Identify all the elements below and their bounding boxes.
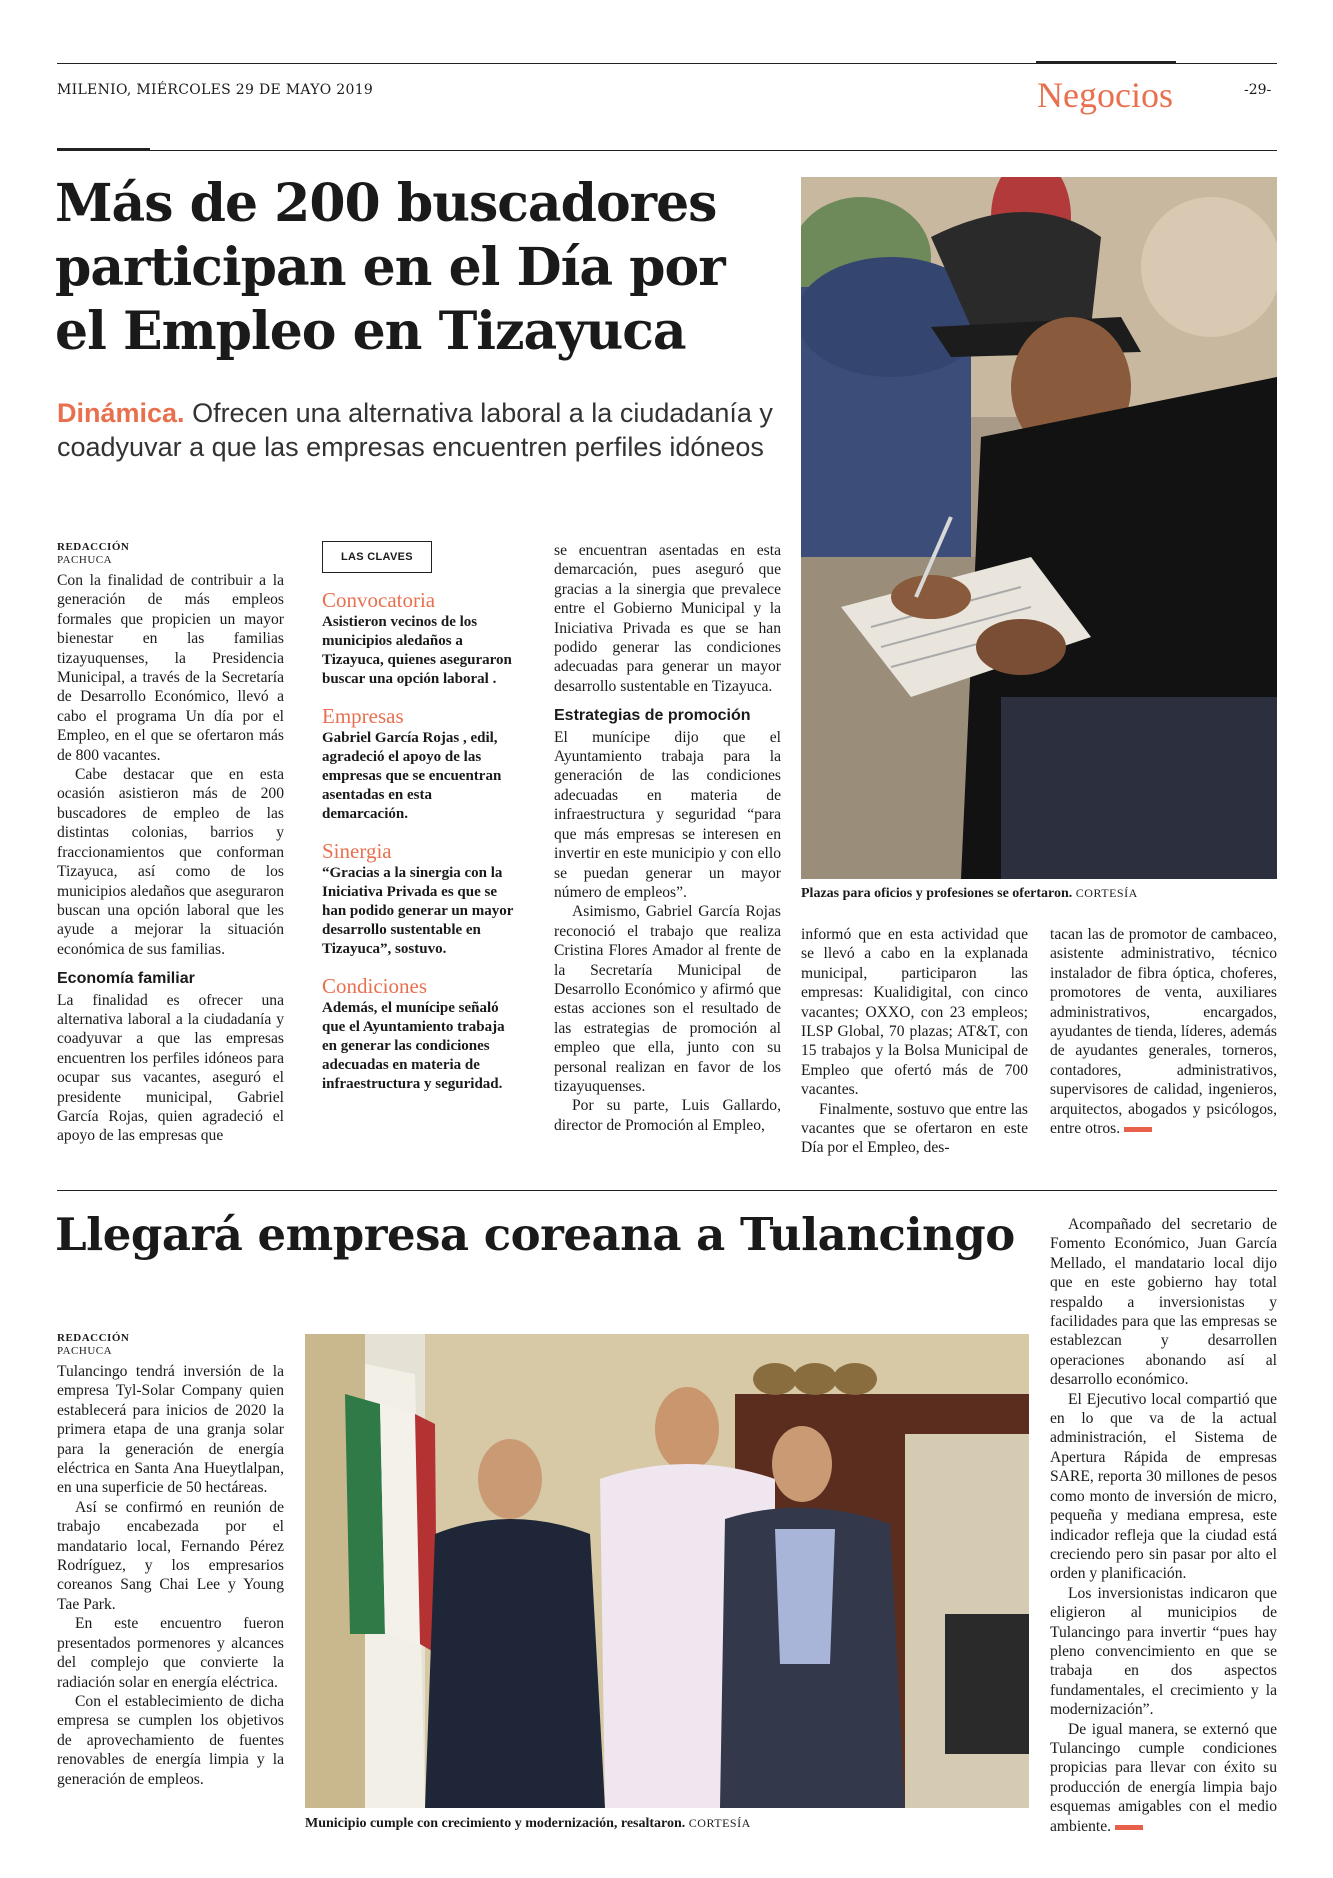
paragraph: Tulancingo tendrá inversión de la empresa Tyl-Solar Company quien establecerá para inicios de 2020 la primera etapa de una granja solar para la generación de energía eléctrica en Santa Ana Hueytlalpan, en una superficie de 50 hectáreas.	[57, 1363, 284, 1497]
paragraph: se encuentran asentadas en esta demarcación, pues aseguró que gracias a la sinergia que prevalece entre el Gobierno Municipal y la Iniciativa Privada es que se han podido generar las condiciones adecuadas para generar un mayor desarrollo sustentable en Tizayuca.	[554, 542, 781, 695]
claves-label: LAS CLAVES	[322, 541, 432, 573]
column-body	[57, 571, 284, 1146]
section-title: Negocios	[1037, 75, 1173, 115]
clave-title: Convocatoria	[322, 588, 436, 612]
meeting-photo	[305, 1334, 1029, 1808]
byline-author: REDACCIÓN	[57, 541, 130, 553]
paragraph: Con la finalidad de contribuir a la generación de más empleos formales que propicien un mayor bienestar en las familias tizayuquenses, la Presidencia Municipal, a través de la Secretaría de Desarrollo Económico, llevó a cabo el programa Un día por el Empleo, en el que se ofertaron más de 800 vacantes.	[57, 572, 284, 764]
clave-item	[322, 705, 517, 824]
paragraph: informó que en esta actividad que se llevó a cabo en la explanada municipal, participaron las empresas: Kualidigital, con cinco vacantes; OXXO, con 23 empleos; ILSP Global, 70 plazas; AT&T, con 15 trabajos y la Bolsa Municipal de Empleo que ofertó más de 700 vacantes.	[801, 926, 1028, 1099]
article-1-deck	[57, 396, 787, 464]
end-mark	[1115, 1825, 1143, 1830]
byline	[57, 541, 284, 567]
paragraph: Finalmente, sostuvo que entre las vacantes que se ofertaron en este Día por el Empleo, des-	[801, 1100, 1028, 1157]
photo-1-credit: CORTESÍA	[1075, 886, 1138, 900]
article-1-column-5	[1050, 925, 1277, 1138]
clave-item	[322, 975, 517, 1094]
section-tab-rule	[1036, 61, 1176, 64]
job-seeker-photo-illustration	[801, 177, 1277, 879]
paragraph	[1050, 925, 1277, 1138]
dateline: MILENIO, MIÉRCOLES 29 DE MAYO 2019	[57, 82, 374, 98]
paragraph	[1050, 1720, 1277, 1836]
photo-1-caption	[801, 886, 1277, 902]
headline-line: Más de 200 buscadores	[55, 173, 717, 234]
subhead: Economía familiar	[57, 970, 195, 988]
article-2-headline: Llegará empresa coreana a Tulancingo	[55, 1208, 1015, 1261]
byline-place: PACHUCA	[57, 1345, 113, 1357]
job-seeker-photo	[801, 177, 1277, 879]
claves-box	[322, 541, 517, 1094]
paragraph: El munícipe dijo que el Ayuntamiento trabaja para la generación de las condiciones adecuadas en materia de infraestructura y seguridad “para que más empresas se interesen en invertir en este municipio y con ello se puedan generar un mayor número de empleos”.	[554, 728, 781, 901]
clave-item	[322, 840, 517, 959]
clave-text: Además, el munícipe señaló que el Ayuntamiento trabaja en generar las condiciones adecuadas en materia de infraestructura y seguridad.	[322, 1000, 505, 1092]
end-mark	[1124, 1127, 1152, 1132]
paragraph: Los inversionistas indicaron que eligieron al municipios de Tulancingo para invertir “pues hay pleno convencimiento en que se trabaja en dos aspectos fundamentales, el crecimiento y la modernización”.	[1050, 1584, 1277, 1719]
clave-title: Sinergia	[322, 839, 392, 863]
headline-line: participan en el Día por	[55, 237, 725, 298]
paragraph-text: De igual manera, se externó que Tulancingo cumple condiciones propicias para llevar con éxito su producción de energía limpia bajo esquemas amigables con el medio ambiente.	[1050, 1720, 1277, 1835]
photo-2-caption-text: Municipio cumple con crecimiento y modernización, resaltaron.	[305, 1816, 686, 1831]
clave-text: Asistieron vecinos de los municipios aledaños a Tizayuca, quienes aseguraron buscar una opción laboral .	[322, 614, 512, 687]
paragraph: Asimismo, Gabriel García Rojas reconoció el trabajo que realiza Cristina Flores Amador al frente de la Secretaría Municipal de Desarrollo Económico y afirmó que estas acciones son el resultado de las estrategias de promoción al empleo que ella, junto con su personal realizan en favor de los tizayuquenses.	[554, 903, 781, 1095]
headline-accent-rule	[57, 148, 150, 151]
paragraph-text: tacan las de promotor de cambaceo, asistente administrativo, técnico instalador de fibra óptica, choferes, promotores de venta, auxiliares administrativos, encargados, ayudantes de tienda, líderes, además de ayudantes generales, torneros, contadores, administrativos, supervisores de calidad, ingenieros, arquitectos, abogados y psicólogos, entre otros.	[1050, 926, 1277, 1138]
article-1-column-4	[801, 925, 1028, 1158]
byline-author: REDACCIÓN	[57, 1332, 130, 1344]
headline-line: el Empleo en Tizayuca	[55, 301, 686, 362]
clave-title: Empresas	[322, 704, 404, 728]
deck-lead: Dinámica.	[57, 398, 185, 428]
photo-2-credit: CORTESÍA	[688, 1816, 751, 1830]
article-1-column-3	[554, 541, 781, 1135]
clave-title: Condiciones	[322, 974, 427, 998]
article-2-column-3	[1050, 1215, 1277, 1836]
clave-item	[322, 589, 517, 689]
article-2-rule	[57, 1190, 1277, 1191]
paragraph: El Ejecutivo local compartió que en lo que va de la actual administración, el Sistema de Apertura Rápida de empresas SARE, reporta 30 millones de pesos como monto de inversión de micro, pequeña y mediana empresa, este indicador refleja que la ciudad está creciendo pero sin pasar por alto el orden y planificación.	[1050, 1390, 1277, 1583]
byline-place: PACHUCA	[57, 554, 113, 566]
paragraph: Cabe destacar que en esta ocasión asistieron más de 200 buscadores de empleo de las distintas colonias, barrios y fraccionamientos que conforman Tizayuca, así como de los municipios aledaños que aseguraron buscan una opción laboral que les ayude a mejorar la situación económica de sus familias.	[57, 766, 284, 958]
header-rule	[57, 150, 1277, 151]
page-number: -29-	[1244, 82, 1272, 98]
column-body	[57, 1362, 284, 1789]
subhead: Estrategias de promoción	[554, 707, 751, 725]
deck-text: Ofrecen una alternativa laboral a la ciudadanía y coadyuvar a que las empresas encuentren perfiles idóneos	[57, 398, 773, 462]
clave-text: “Gracias a la sinergia con la Iniciativa Privada es que se han podido generar un mayor desarrollo sustentable en Tizayuca”, sostuvo.	[322, 865, 514, 957]
paragraph: Así se confirmó en reunión de trabajo encabezada por el mandatario local, Fernando Pérez Rodríguez, y los empresarios coreanos Sang Chai Lee y Young Tae Park.	[57, 1498, 284, 1613]
meeting-photo-illustration	[305, 1334, 1029, 1808]
paragraph: En este encuentro fueron presentados pormenores y alcances del complejo que convierte la radiación solar en energía eléctrica.	[57, 1615, 284, 1691]
paragraph: Por su parte, Luis Gallardo, director de Promoción al Empleo,	[554, 1097, 781, 1134]
article-2-column-1	[57, 1332, 284, 1789]
clave-text: Gabriel García Rojas , edil, agradeció el apoyo de las empresas que se encuentran asentadas en esta demarcación.	[322, 730, 502, 822]
paragraph: Acompañado del secretario de Fomento Económico, Juan García Mellado, el mandatario local dijo que en este gobierno hay total respaldo a inversionistas y facilidades para que las empresas se establezcan y desarrollen operaciones abonando así al desarrollo económico.	[1050, 1216, 1277, 1389]
paragraph: La finalidad es ofrecer una alternativa laboral a la ciudadanía y coadyuvar a que las empresas encuentren los perfiles idóneos para ocupar sus vacantes, aseguró el presidente municipal, Gabriel García Rojas, quien agradeció el apoyo de las empresas que	[57, 991, 284, 1145]
photo-2-caption	[305, 1816, 1029, 1832]
photo-1-caption-text: Plazas para oficios y profesiones se ofertaron.	[801, 886, 1073, 901]
article-1-column-1	[57, 541, 284, 1146]
article-1-headline	[55, 172, 815, 364]
byline	[57, 1332, 284, 1358]
paragraph: Con el establecimiento de dicha empresa se cumplen los objetivos de aprovechamiento de fuentes renovables de energía limpia y la generación de empleos.	[57, 1692, 284, 1788]
